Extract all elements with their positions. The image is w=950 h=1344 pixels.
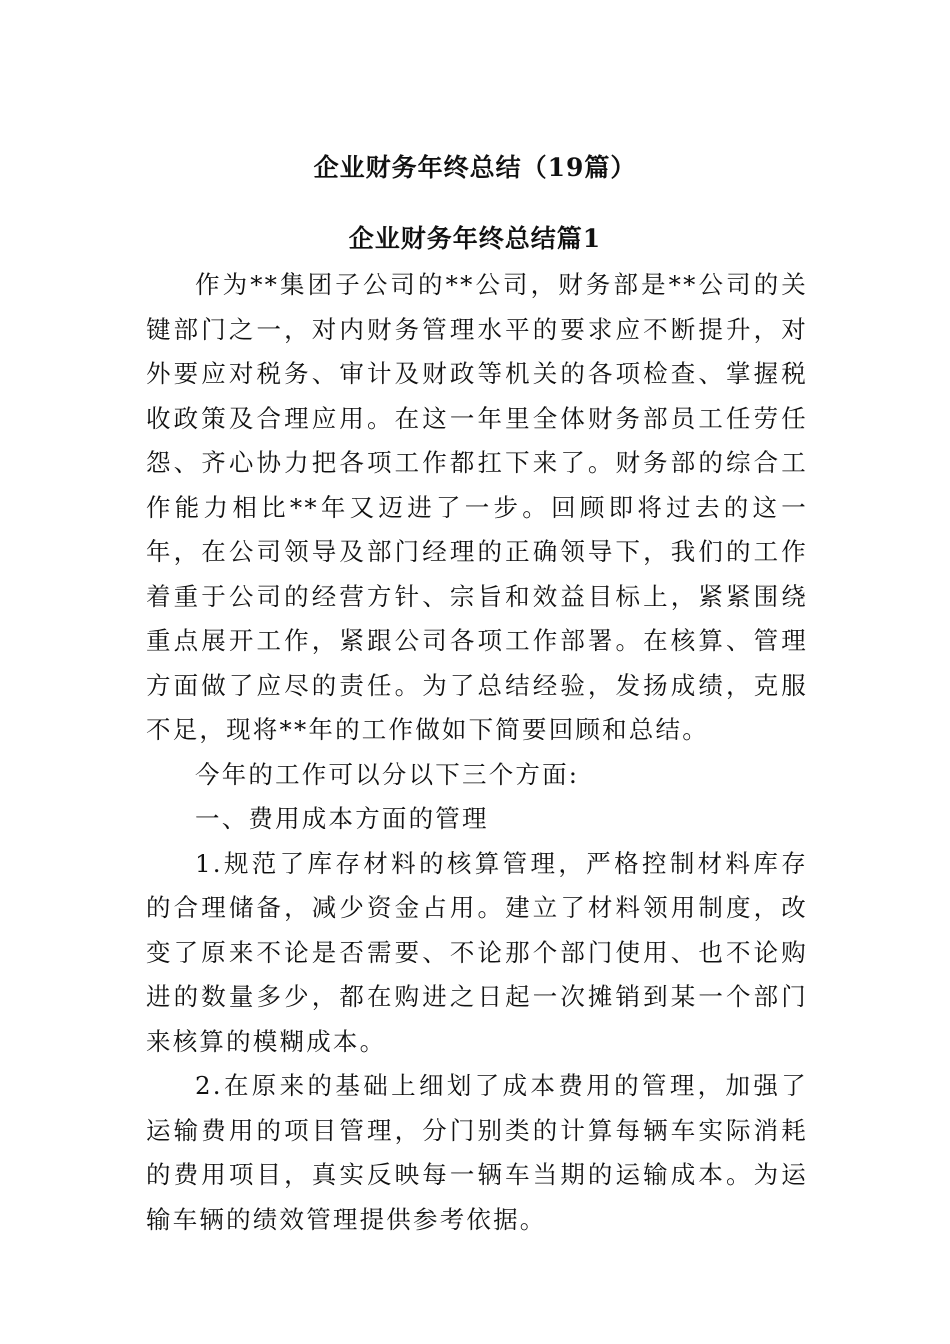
section-title: 企业财务年终总结篇1 [348, 224, 602, 253]
paragraph: 2.在原来的基础上细划了成本费用的管理，加强了运输费用的项目管理，分门别类的计算每辆车实际消耗的费用项目，真实反映每一辆车当期的运输成本。为运输车辆的绩效管理提供参考依据。 [146, 1071, 808, 1234]
paragraph: 作为**集团子公司的**公司，财务部是**公司的关键部门之一，对内财务管理水平的要求应不断提升，对外要应对税务、审计及财政等机关的各项检查、掌握税收政策及合理应用。在这一年里全体财务部员工任劳任怨、齐心协力把各项工作都扛下来了。财务部的综合工作能力相比**年又迈进了一步。回顾即将过去的这一年，在公司领导及部门经理的正确领导下，我们的工作着重于公司的经营方针、宗旨和效益目标上，紧紧围绕重点展开工作，紧跟公司各项工作部署。在核算、管理方面做了应尽的责任。为了总结经验，发扬成绩，克服不足，现将**年的工作做如下简要回顾和总结。 [146, 270, 808, 744]
paragraph: 一、费用成本方面的管理 [195, 804, 489, 833]
document-title: 企业财务年终总结（19篇） [313, 153, 637, 182]
paragraph: 今年的工作可以分以下三个方面: [195, 759, 580, 789]
document-body [146, 263, 808, 1242]
paragraph: 1.规范了库存材料的核算管理，严格控制材料库存的合理储备，减少资金占用。建立了材料领用制度，改变了原来不论是否需要、不论那个部门使用、也不论购进的数量多少，都在购进之日起一次摊销到某一个部门来核算的模糊成本。 [146, 848, 808, 1056]
